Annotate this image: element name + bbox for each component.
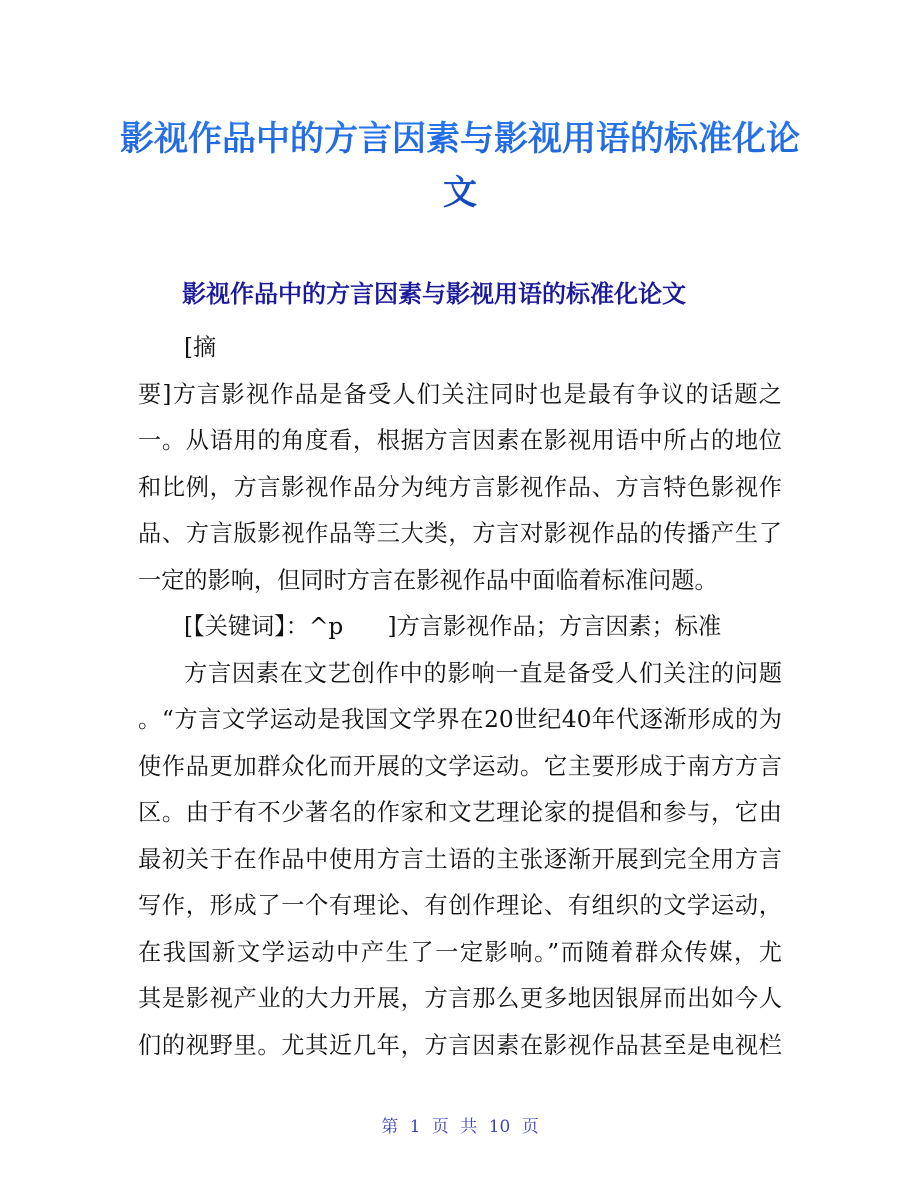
page-number-footer: 第 1 页 共 10 页 (381, 1117, 539, 1137)
body-line: 一定的影响，但同时方言在影视作品中面临着标准问题。 (138, 567, 718, 594)
body-line: 。“方言文学运动是我国文学界在20世纪40年代逐渐形成的为 (138, 706, 782, 733)
body-line: 方言因素在文艺创作中的影响一直是备受人们关注的问题 (184, 660, 782, 687)
body-line: 最初关于在作品中使用方言土语的主张逐渐开展到完全用方言 (138, 846, 782, 873)
document-title-line-2: 文 (443, 173, 477, 213)
body-line: 区。由于有不少著名的作家和文艺理论家的提倡和参与，它由 (138, 799, 782, 826)
body-line: 在我国新文学运动中产生了一定影响。”而随着群众传媒，尤 (138, 939, 782, 966)
body-line: [摘 (184, 334, 217, 361)
body-line: 一。从语用的角度看，根据方言因素在影视用语中所占的地位 (138, 427, 782, 454)
body-line: 要]方言影视作品是备受人们关注同时也是最有争议的话题之 (138, 381, 782, 408)
body-line: 品、方言版影视作品等三大类，方言对影视作品的传播产生了 (138, 520, 782, 547)
body-line: 和比例，方言影视作品分为纯方言影视作品、方言特色影视作 (138, 474, 782, 501)
body-line: 使作品更加群众化而开展的文学运动。它主要形成于南方方言 (138, 753, 782, 780)
document-title (110, 112, 810, 220)
keywords-line: [【关键词】：^p ]方言影视作品；方言因素；标准 (184, 613, 722, 640)
body-line: 其是影视产业的大力开展，方言那么更多地因银屏而出如今人 (138, 985, 782, 1012)
body-line: 写作，形成了一个有理论、有创作理论、有组织的文学运动， (138, 892, 782, 919)
document-subtitle: 影视作品中的方言因素与影视用语的标准化论文 (182, 280, 686, 308)
document-title-line-1: 影视作品中的方言因素与影视用语的标准化论 (120, 119, 800, 159)
body-line: 们的视野里。尤其近几年，方言因素在影视作品甚至是电视栏 (138, 1032, 782, 1059)
